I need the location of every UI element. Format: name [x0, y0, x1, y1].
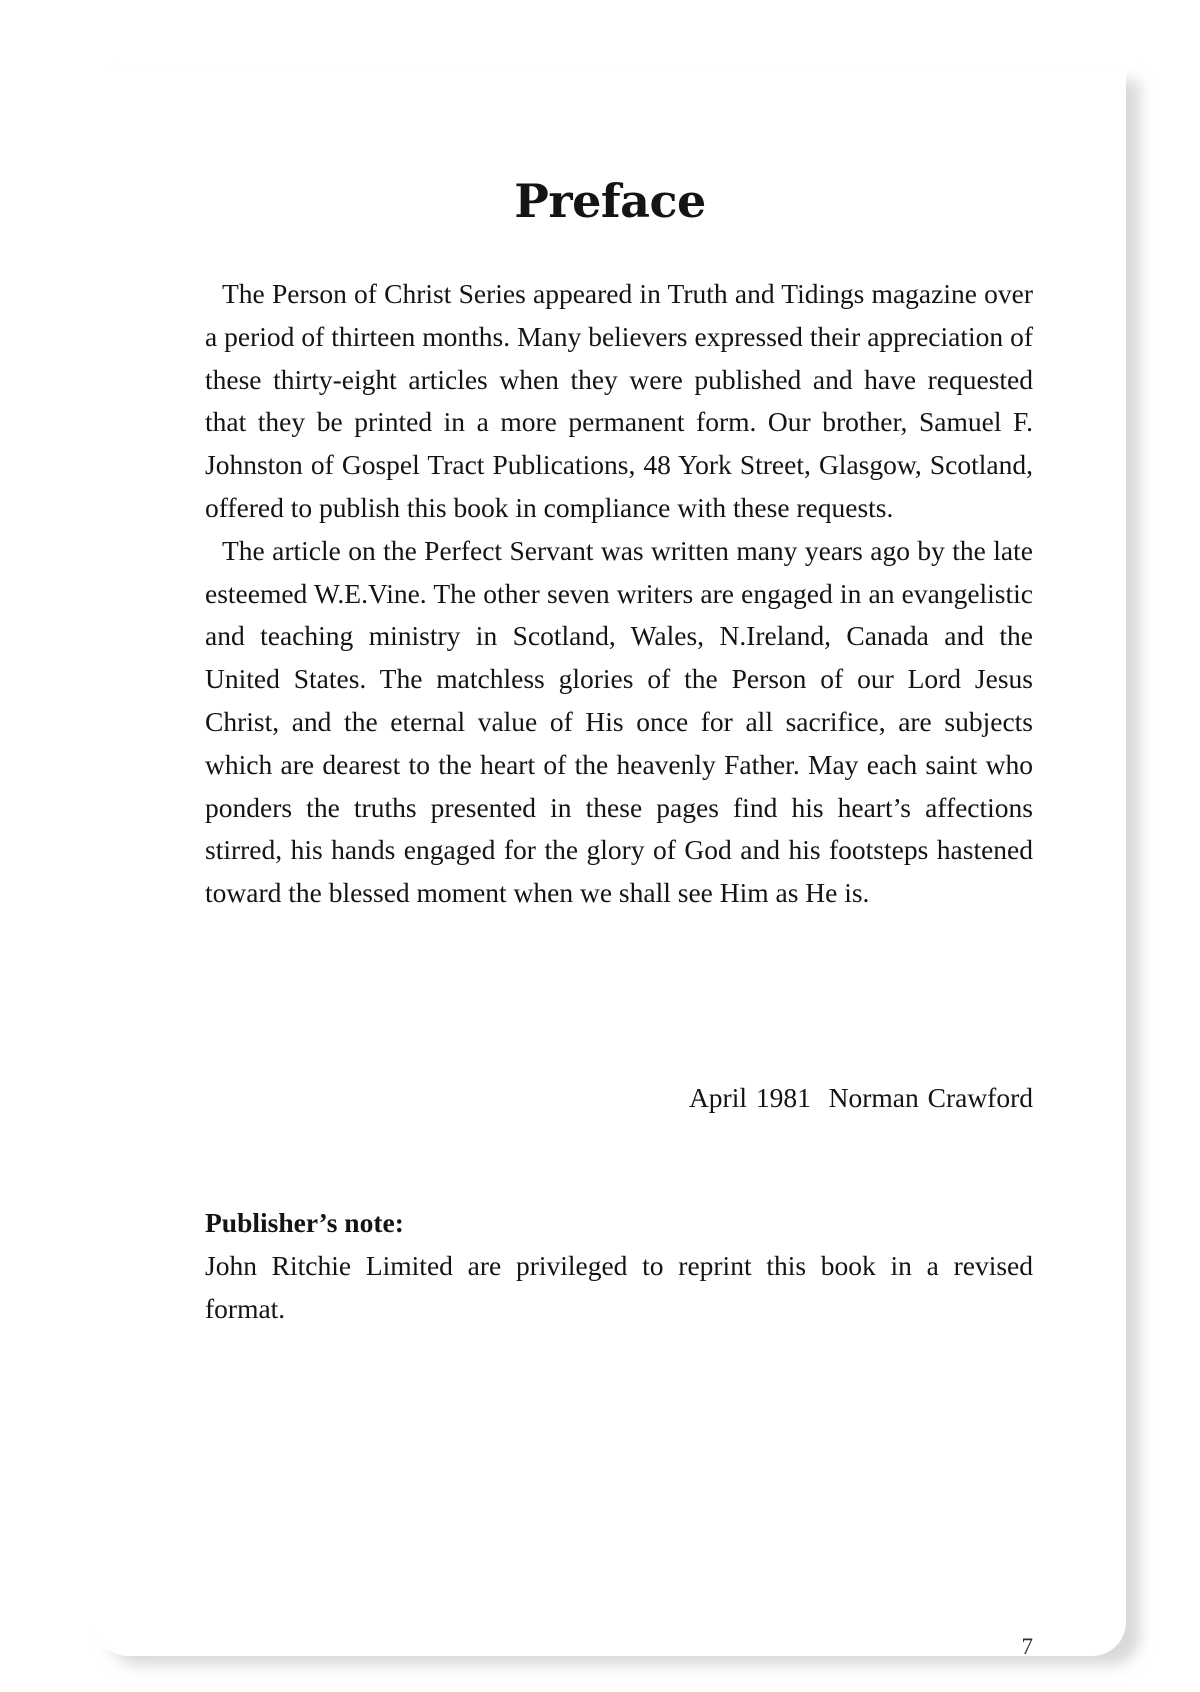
signature-line: [205, 1077, 1033, 1120]
page-number: 7: [1021, 1634, 1033, 1659]
preface-paragraph-1: The Person of Christ Series appeared in Truth and Tidings magazine over a period of thirteen months. Many believers expressed their appreciation of these thirty-eight articles when they were published and have requested that they be printed in a more permanent form. Our brother, Samuel F. Johnston of Gospel Tract Publications, 48 York Street, Glasgow, Scotland, offered to publish this book in compliance with these requests.: [205, 278, 1033, 523]
preface-paragraph-2: The article on the Perfect Servant was written many years ago by the late esteemed W.E.Vine. The other seven writers are engaged in an evangelistic and teaching ministry in Scotland, Wales, N.Ireland, Canada and the United States. The matchless glories of the Person of our Lord Jesus Christ, and the eternal value of His once for all sacrifice, are subjects which are dearest to the heart of the heavenly Father. May each saint who ponders the truths presented in these pages find his heart’s affections stirred, his hands engaged for the glory of God and his footsteps hastened toward the blessed moment when we shall see Him as He is.: [205, 534, 1033, 909]
preface-body: [205, 273, 1033, 915]
signature-author: Norman Crawford: [828, 1082, 1033, 1113]
publisher-note-text: John Ritchie Limited are privileged to reprint this book in a revised format.: [205, 1249, 1033, 1324]
publisher-note-heading: Publisher’s note:: [205, 1207, 404, 1238]
page-title: Preface: [514, 174, 706, 228]
signature-date: April 1981: [688, 1082, 811, 1113]
publisher-note: [205, 1202, 1033, 1330]
book-page: [94, 66, 1126, 1659]
